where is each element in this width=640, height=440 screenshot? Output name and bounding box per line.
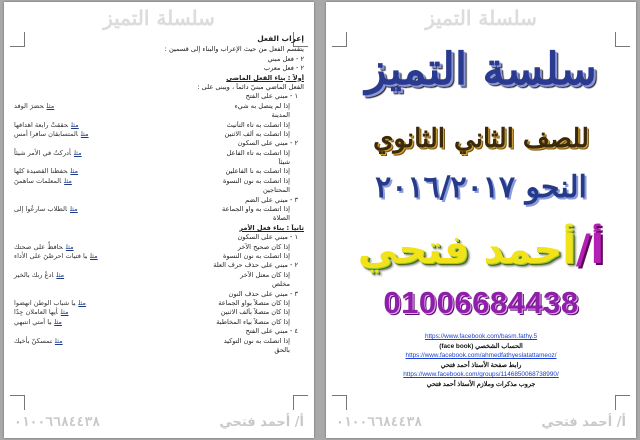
corner-mark: [615, 395, 630, 410]
links-block: [334, 332, 628, 390]
line-text: إذا كان صحيح الآخر: [237, 242, 290, 251]
example-text: حافظْ على صحتك: [14, 242, 63, 251]
text-line: [14, 102, 304, 111]
footer-author: أ/ أحمد فتحي: [541, 414, 626, 430]
line-text: الصلاة: [273, 214, 290, 223]
text-line: [14, 252, 304, 261]
link-caption: الحساب الشخصي (face book): [439, 342, 523, 350]
line-text: ٢ - فعل معرب: [263, 64, 304, 73]
cover-subject: النحو ٢٠١٦/٢٠١٧: [375, 170, 587, 205]
example-text: المتسابقان سافرا أمس: [14, 129, 78, 138]
example: [14, 271, 64, 280]
cover-author: [326, 227, 636, 273]
example: [14, 308, 69, 317]
cover-grade: للصف الثاني الثانوي: [373, 124, 589, 154]
line-text: بالحق: [274, 345, 290, 354]
cover-phone: 01006684438: [383, 285, 579, 320]
line-text: ٢ - مبني على السكون: [237, 139, 298, 148]
example-tag: مثل: [70, 120, 79, 129]
example-text: حققتْ رابعة اهدافها: [14, 120, 68, 129]
text-line: [14, 280, 304, 289]
example: [14, 205, 78, 214]
link-teacher-page[interactable]: https://www.facebook.com/ahmedfathyeslatattameoz/: [405, 352, 557, 360]
line-text: المدينة: [271, 111, 290, 120]
line-text: ٤ - مبني على الفتح: [245, 327, 298, 336]
example-text: يا فتيات احرصْنَ على الأداء: [14, 252, 87, 260]
example: [14, 121, 79, 130]
line-text: ثانياً : بناء فعل الأمر: [239, 223, 304, 232]
footer-author: أ/ أحمد فتحي: [219, 414, 304, 430]
text-line: [14, 130, 304, 139]
text-line: [14, 318, 304, 327]
author-prefix: أ/: [575, 227, 605, 273]
text-line: [14, 224, 304, 233]
example-tag: مثل: [78, 298, 86, 307]
example-text: يا شباب الوطن انهضوا: [14, 298, 76, 307]
text-line: [14, 121, 304, 130]
example-tag: مثل: [89, 252, 98, 260]
line-text: إذا اتصلت به نون النسوة: [222, 176, 290, 185]
text-line: [14, 167, 304, 176]
example: [14, 318, 62, 327]
example-text: حفظنا القصيدة كلها: [14, 167, 68, 176]
text-line: [14, 92, 304, 101]
line-text: إذا اتصلت به نون التوكيد: [223, 336, 290, 345]
example-tag: مثل: [54, 317, 62, 326]
line-text: إذا اتصلت به تاء الفاعل: [226, 148, 290, 157]
text-line: [14, 233, 304, 242]
page-footer: [336, 412, 626, 432]
text-line: [14, 337, 304, 346]
line-text: ٣ - مبني على حذف النون: [228, 289, 298, 298]
example-tag: مثل: [60, 308, 69, 317]
text-line: [14, 74, 304, 83]
example-tag: مثل: [46, 101, 55, 110]
line-text: الفعل الماضي مبنيّ دائماً ، ويبنى على :: [197, 82, 304, 91]
example-tag: مثل: [54, 336, 63, 345]
example-tag: مثل: [80, 129, 89, 138]
text-line: [14, 149, 304, 158]
line-text: إذا اتصلت به نون النسوة: [222, 252, 290, 260]
header-watermark: سلسلة التميز: [425, 6, 537, 30]
section-title: إعراب الفعل: [257, 34, 304, 43]
line-text: مخلص: [271, 280, 290, 289]
line-text: إذا كان معتل الآخر: [240, 270, 290, 279]
example: [14, 102, 54, 111]
example-text: حضرَ الوفد: [14, 101, 44, 110]
link-caption: جروب مذكرات وملازم الأستاذ أحمد فتحي: [426, 380, 536, 388]
text-line: [14, 186, 304, 195]
link-group[interactable]: https://www.facebook.com/groups/1146850068738990/: [403, 371, 559, 379]
example-tag: مثل: [70, 205, 78, 214]
line-text: أولاً : بناء الفعل الماضي: [226, 73, 304, 82]
example-tag: مثل: [64, 176, 72, 185]
example: [14, 130, 89, 139]
text-line: [14, 299, 304, 308]
link-personal-profile[interactable]: https://www.facebook.com/basm.fathy.5: [424, 333, 538, 340]
text-line: [14, 205, 304, 214]
example-tag: مثل: [56, 270, 65, 279]
text-line: [14, 214, 304, 223]
text-line: [14, 45, 304, 54]
text-line: [14, 271, 304, 280]
example: [14, 299, 86, 308]
line-text: إذا اتصلت به نا الفاعلين: [225, 167, 290, 176]
document-body: [14, 34, 304, 408]
left-page: [4, 2, 314, 438]
example-text: تمسكنّ بأخيك: [14, 336, 52, 345]
text-line: [14, 83, 304, 92]
text-line: [14, 177, 304, 186]
example: [14, 337, 63, 346]
line-text: إذا لم يتصل به شيء: [234, 101, 290, 110]
line-text: إذا كان متصلاً بألف الاثنين: [220, 308, 290, 317]
page-footer: [14, 412, 304, 432]
text-line: [14, 346, 304, 355]
line-text: ١ - مبني على السكون: [237, 233, 298, 242]
line-text: إذا كان متصلاً بياء المخاطبة: [216, 317, 290, 326]
link-caption: رابط صفحة الأستاذ أحمد فتحي: [440, 361, 522, 369]
example: [14, 167, 78, 176]
text-line: [14, 139, 304, 148]
example-text: المعلمات ساهمنَ: [14, 176, 62, 185]
text-line: [14, 196, 304, 205]
line-text: ١ - مبني على الفتح: [245, 92, 298, 101]
example: [14, 252, 98, 261]
cover-title: سلسة التميز: [365, 44, 597, 95]
text-line: [14, 158, 304, 167]
text-line: [14, 243, 304, 252]
line-text: إذا اتصلت به ألف الاثنين: [224, 129, 290, 138]
line-text: ٣ - مبني على الضم: [245, 195, 298, 204]
cover-page: [326, 2, 636, 438]
line-text: شيئاً: [278, 158, 290, 167]
example-tag: مثل: [65, 242, 74, 251]
text-line: [14, 327, 304, 336]
footer-phone: ٠١٠٠٦٦٨٤٤٣٨: [14, 414, 101, 430]
text-line: [14, 290, 304, 299]
text-line: [14, 64, 304, 73]
example: [14, 149, 82, 158]
text-line: [14, 308, 304, 317]
text-line: [14, 111, 304, 120]
text-line: [14, 261, 304, 270]
example-text: الطلاب سارعُوا إلى: [14, 205, 67, 214]
line-text: إذا اتصلت به تاء التأنيث: [226, 120, 290, 129]
example-text: ادعُ ربك بالخير: [14, 270, 54, 279]
corner-mark: [332, 395, 347, 410]
example-text: أدركتُ في الأمر شيئاً: [14, 148, 71, 157]
content-lines: [14, 45, 304, 355]
example: [14, 243, 74, 252]
example: [14, 177, 72, 186]
example-tag: مثل: [73, 148, 82, 157]
example-tag: مثل: [70, 167, 79, 176]
example-text: يا أمتي انتبهي: [14, 317, 52, 326]
text-line: [14, 55, 304, 64]
example-text: أيها العاملان جِدّا: [14, 308, 58, 317]
author-name: أحمد فتحي: [357, 227, 576, 273]
footer-phone: ٠١٠٠٦٦٨٤٤٣٨: [336, 414, 423, 430]
line-text: يتقسم الفعل من حيث الإعراب والبناء إلى قسمين :: [164, 45, 304, 54]
header-watermark: سلسلة التميز: [103, 6, 215, 30]
line-text: ٢ - فعل مبني: [267, 54, 304, 63]
line-text: إذا اتصلت به واو الجماعة: [222, 205, 290, 214]
line-text: ٢ - مبني على حذف حرف العلة: [213, 261, 298, 270]
line-text: إذا كان متصلاً بواو الجماعة: [218, 298, 290, 307]
line-text: المحتاجين: [263, 186, 290, 195]
